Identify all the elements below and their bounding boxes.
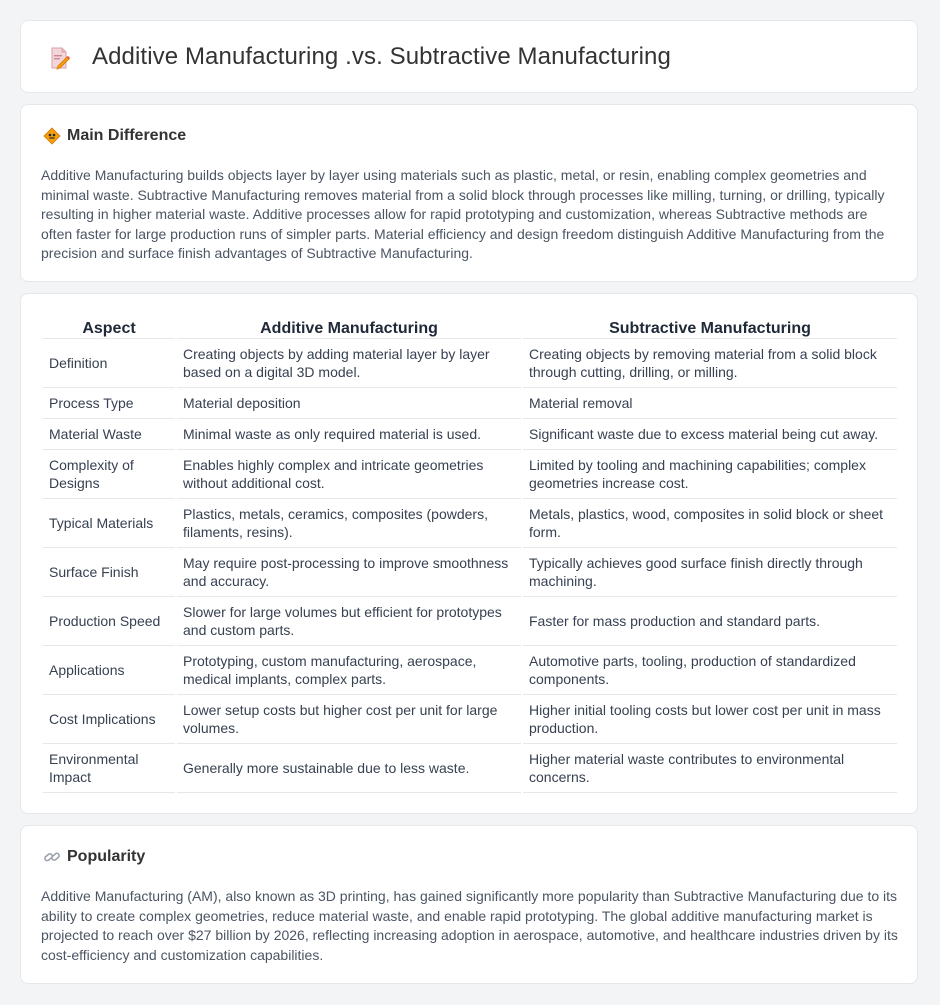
- row-additive: May require post-processing to improve smoothness and accuracy.: [177, 548, 521, 597]
- link-icon: [43, 848, 61, 866]
- row-additive: Minimal waste as only required material is used.: [177, 419, 521, 450]
- popularity-header: [43, 848, 145, 866]
- header-aspect: Aspect: [43, 315, 175, 339]
- main-difference-text: Additive Manufacturing builds objects layer by layer using materials such as plastic, metal, or resin, enabling complex geometries and minimal waste. Subtractive Manufacturing removes material from a solid block through processes like milling, turning, or drilling, typically resulting in higher material waste. Additive processes allow for rapid prototyping and customization, whereas Subtractive methods are often faster for large production runs of simpler parts. Material efficiency and design freedom distinguish Additive Manufacturing from the precision and surface finish advantages of Subtractive Manufacturing.: [41, 167, 885, 262]
- row-additive: Generally more sustainable due to less waste.: [177, 744, 521, 793]
- row-additive: Enables highly complex and intricate geometries without additional cost.: [177, 450, 521, 499]
- header-additive: Additive Manufacturing: [177, 315, 521, 339]
- title-card: [20, 20, 918, 93]
- row-subtractive: Material removal: [523, 388, 897, 419]
- row-subtractive: Automotive parts, tooling, production of standardized components.: [523, 646, 897, 695]
- row-additive: Slower for large volumes but efficient for prototypes and custom parts.: [177, 597, 521, 646]
- row-subtractive: Significant waste due to excess material being cut away.: [523, 419, 897, 450]
- table-row: [43, 388, 897, 419]
- table-row: [43, 744, 897, 793]
- row-subtractive: Faster for mass production and standard parts.: [523, 597, 897, 646]
- main-difference-section: [20, 104, 918, 282]
- document-pencil-icon: [47, 46, 71, 70]
- diamond-sign-icon: [43, 127, 61, 145]
- table-row: [43, 419, 897, 450]
- row-additive: Plastics, metals, ceramics, composites (powders, filaments, resins).: [177, 499, 521, 548]
- table-header-row: [43, 315, 897, 339]
- row-subtractive: Typically achieves good surface finish directly through machining.: [523, 548, 897, 597]
- row-aspect: Process Type: [43, 388, 175, 419]
- table-row: [43, 499, 897, 548]
- popularity-heading: Popularity: [67, 848, 146, 865]
- row-aspect: Surface Finish: [43, 548, 175, 597]
- comparison-section: [20, 293, 918, 814]
- row-aspect: Material Waste: [43, 419, 175, 450]
- row-aspect: Cost Implications: [43, 695, 175, 744]
- row-additive: Prototyping, custom manufacturing, aerospace, medical implants, complex parts.: [177, 646, 521, 695]
- main-difference-header: [43, 127, 186, 145]
- table-row: [43, 339, 897, 388]
- row-aspect: Complexity of Designs: [43, 450, 175, 499]
- table-row: [43, 548, 897, 597]
- main-difference-heading: Main Difference: [67, 127, 187, 144]
- row-aspect: Applications: [43, 646, 175, 695]
- table-row: [43, 646, 897, 695]
- popularity-section: [20, 825, 918, 984]
- comparison-table: [41, 315, 899, 793]
- row-additive: Creating objects by adding material layer by layer based on a digital 3D model.: [177, 339, 521, 388]
- header-subtractive: Subtractive Manufacturing: [523, 315, 897, 339]
- popularity-text: Additive Manufacturing (AM), also known as 3D printing, has gained significantly more popularity than Subtractive Manufacturing due to its ability to create complex geometries, reduce material waste, and enable rapid prototyping. The global additive manufacturing market is projected to reach over $27 billion by 2026, reflecting increasing adoption in aerospace, automotive, and healthcare industries driven by its cost-efficiency and customization capabilities.: [41, 888, 898, 963]
- table-row: [43, 450, 897, 499]
- row-aspect: Environmental Impact: [43, 744, 175, 793]
- row-aspect: Definition: [43, 339, 175, 388]
- row-subtractive: Limited by tooling and machining capabilities; complex geometries increase cost.: [523, 450, 897, 499]
- row-subtractive: Metals, plastics, wood, composites in solid block or sheet form.: [523, 499, 897, 548]
- row-aspect: Production Speed: [43, 597, 175, 646]
- table-row: [43, 695, 897, 744]
- row-additive: Lower setup costs but higher cost per unit for large volumes.: [177, 695, 521, 744]
- row-subtractive: Higher material waste contributes to environmental concerns.: [523, 744, 897, 793]
- row-subtractive: Creating objects by removing material from a solid block through cutting, drilling, or milling.: [523, 339, 897, 388]
- page-title: Additive Manufacturing .vs. Subtractive Manufacturing: [92, 43, 671, 70]
- row-subtractive: Higher initial tooling costs but lower cost per unit in mass production.: [523, 695, 897, 744]
- table-row: [43, 597, 897, 646]
- row-aspect: Typical Materials: [43, 499, 175, 548]
- row-additive: Material deposition: [177, 388, 521, 419]
